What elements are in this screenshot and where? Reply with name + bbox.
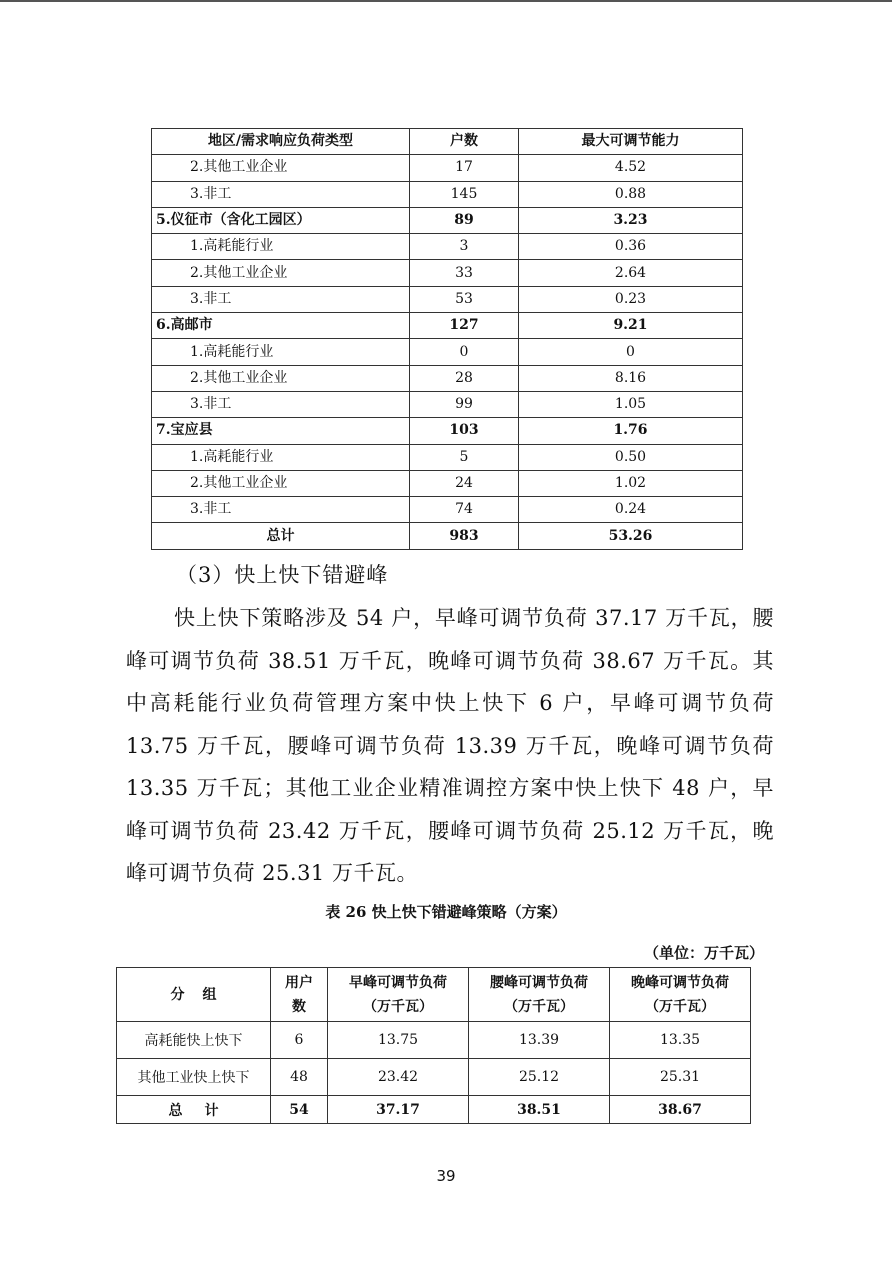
cell-name: 3.非工 [152, 391, 410, 417]
cell-capacity: 4.52 [519, 155, 743, 181]
cell-total-waist: 38.51 [469, 1096, 610, 1124]
cell-capacity: 8.16 [519, 365, 743, 391]
cell-total-label: 总计 [152, 523, 410, 549]
cell-count: 127 [410, 313, 519, 339]
table-row [152, 391, 743, 417]
cell-capacity: 0.88 [519, 181, 743, 207]
cell-name: 2.其他工业企业 [152, 365, 410, 391]
column-header-morning-peak [328, 968, 469, 1022]
cell-capacity: 3.23 [519, 207, 743, 233]
page-number: 39 [436, 1167, 456, 1185]
cell-name: 6.高邮市 [152, 313, 410, 339]
table-header-row [152, 129, 743, 155]
cell-name: 3.非工 [152, 181, 410, 207]
table-row [117, 1059, 751, 1096]
column-header-waist-line1: 腰峰可调节负荷 [490, 974, 588, 991]
cell-group: 其他工业快上快下 [117, 1059, 271, 1096]
cell-count: 17 [410, 155, 519, 181]
cell-total-evening: 38.67 [610, 1096, 751, 1124]
cell-name: 5.仪征市（含化工园区） [152, 207, 410, 233]
cell-count: 28 [410, 365, 519, 391]
cell-users: 48 [271, 1059, 328, 1096]
table-row [152, 470, 743, 496]
section-heading: （3）快上快下错避峰 [176, 563, 389, 587]
cell-waist: 25.12 [469, 1059, 610, 1096]
cell-morning: 13.75 [328, 1022, 469, 1059]
cell-capacity: 0.23 [519, 286, 743, 312]
cell-capacity: 2.64 [519, 260, 743, 286]
cell-count: 145 [410, 181, 519, 207]
body-paragraph: 快上快下策略涉及 54 户，早峰可调节负荷 37.17 万千瓦，腰峰可调节负荷 38.51 万千瓦，晚峰可调节负荷 38.67 万千瓦。其中高耗能行业负荷管理方案中快上快下 6 户，早峰可调节负荷 13.75 万千瓦，腰峰可调节负荷 13.39 万千瓦，晚峰可调节负荷 13.35 万千瓦；其他工业企业精准调控方案中快上快下 48 户，早峰可调节负荷 23.42 万千瓦，腰峰可调节负荷 25.12 万千瓦，晚峰可调节负荷 25.31 万千瓦。 [126, 606, 774, 885]
cell-evening: 13.35 [610, 1022, 751, 1059]
column-header-users [271, 968, 328, 1022]
table-row [152, 444, 743, 470]
cell-total-capacity: 53.26 [519, 523, 743, 549]
cell-name: 1.高耗能行业 [152, 444, 410, 470]
cell-count: 24 [410, 470, 519, 496]
column-header-morning-line2: （万千瓦） [363, 998, 433, 1015]
column-header-users-line1: 用户 [285, 974, 313, 991]
page-top-border [0, 0, 892, 2]
cell-count: 5 [410, 444, 519, 470]
column-header-count: 户数 [410, 129, 519, 155]
cell-total-count: 983 [410, 523, 519, 549]
cell-count: 103 [410, 418, 519, 444]
cell-capacity: 0.24 [519, 497, 743, 523]
cell-count: 74 [410, 497, 519, 523]
cell-count: 53 [410, 286, 519, 312]
table-row [152, 155, 743, 181]
cell-name: 2.其他工业企业 [152, 155, 410, 181]
cell-total-morning: 37.17 [328, 1096, 469, 1124]
cell-morning: 23.42 [328, 1059, 469, 1096]
cell-total-label: 总计 [117, 1096, 271, 1124]
cell-name: 3.非工 [152, 497, 410, 523]
cell-group: 高耗能快上快下 [117, 1022, 271, 1059]
cell-count: 0 [410, 339, 519, 365]
table-total-row [117, 1096, 751, 1124]
table-row [152, 234, 743, 260]
table-caption: 表 26 快上快下错避峰策略（方案） [325, 903, 567, 921]
cell-capacity: 0.36 [519, 234, 743, 260]
peak-strategy-table [116, 967, 751, 1124]
cell-capacity: 1.76 [519, 418, 743, 444]
table-row [152, 339, 743, 365]
region-row [152, 207, 743, 233]
region-row [152, 313, 743, 339]
cell-capacity: 1.05 [519, 391, 743, 417]
cell-capacity: 0.50 [519, 444, 743, 470]
cell-count: 99 [410, 391, 519, 417]
cell-name: 1.高耗能行业 [152, 339, 410, 365]
cell-total-users: 54 [271, 1096, 328, 1124]
table-header-row [117, 968, 751, 1022]
cell-evening: 25.31 [610, 1059, 751, 1096]
cell-name: 1.高耗能行业 [152, 234, 410, 260]
column-header-region-type: 地区/需求响应负荷类型 [152, 129, 410, 155]
table-row [152, 497, 743, 523]
column-header-group: 分组 [117, 968, 271, 1022]
cell-count: 3 [410, 234, 519, 260]
table-row [117, 1022, 751, 1059]
cell-count: 33 [410, 260, 519, 286]
column-header-evening-line2: （万千瓦） [645, 998, 715, 1015]
cell-waist: 13.39 [469, 1022, 610, 1059]
cell-count: 89 [410, 207, 519, 233]
cell-name: 2.其他工业企业 [152, 470, 410, 496]
cell-capacity: 0 [519, 339, 743, 365]
cell-capacity: 9.21 [519, 313, 743, 339]
cell-users: 6 [271, 1022, 328, 1059]
capacity-table [151, 128, 743, 550]
cell-capacity: 1.02 [519, 470, 743, 496]
table-unit-label: （单位：万千瓦） [643, 944, 764, 962]
column-header-users-line2: 数 [292, 998, 306, 1015]
table-row [152, 181, 743, 207]
table-row [152, 286, 743, 312]
table-row [152, 365, 743, 391]
column-header-max-capacity: 最大可调节能力 [519, 129, 743, 155]
column-header-evening-line1: 晚峰可调节负荷 [631, 974, 729, 991]
table-row [152, 260, 743, 286]
column-header-waist-peak [469, 968, 610, 1022]
cell-name: 2.其他工业企业 [152, 260, 410, 286]
column-header-waist-line2: （万千瓦） [504, 998, 574, 1015]
region-row [152, 418, 743, 444]
table-total-row [152, 523, 743, 549]
column-header-evening-peak [610, 968, 751, 1022]
column-header-morning-line1: 早峰可调节负荷 [349, 974, 447, 991]
cell-name: 3.非工 [152, 286, 410, 312]
cell-name: 7.宝应县 [152, 418, 410, 444]
